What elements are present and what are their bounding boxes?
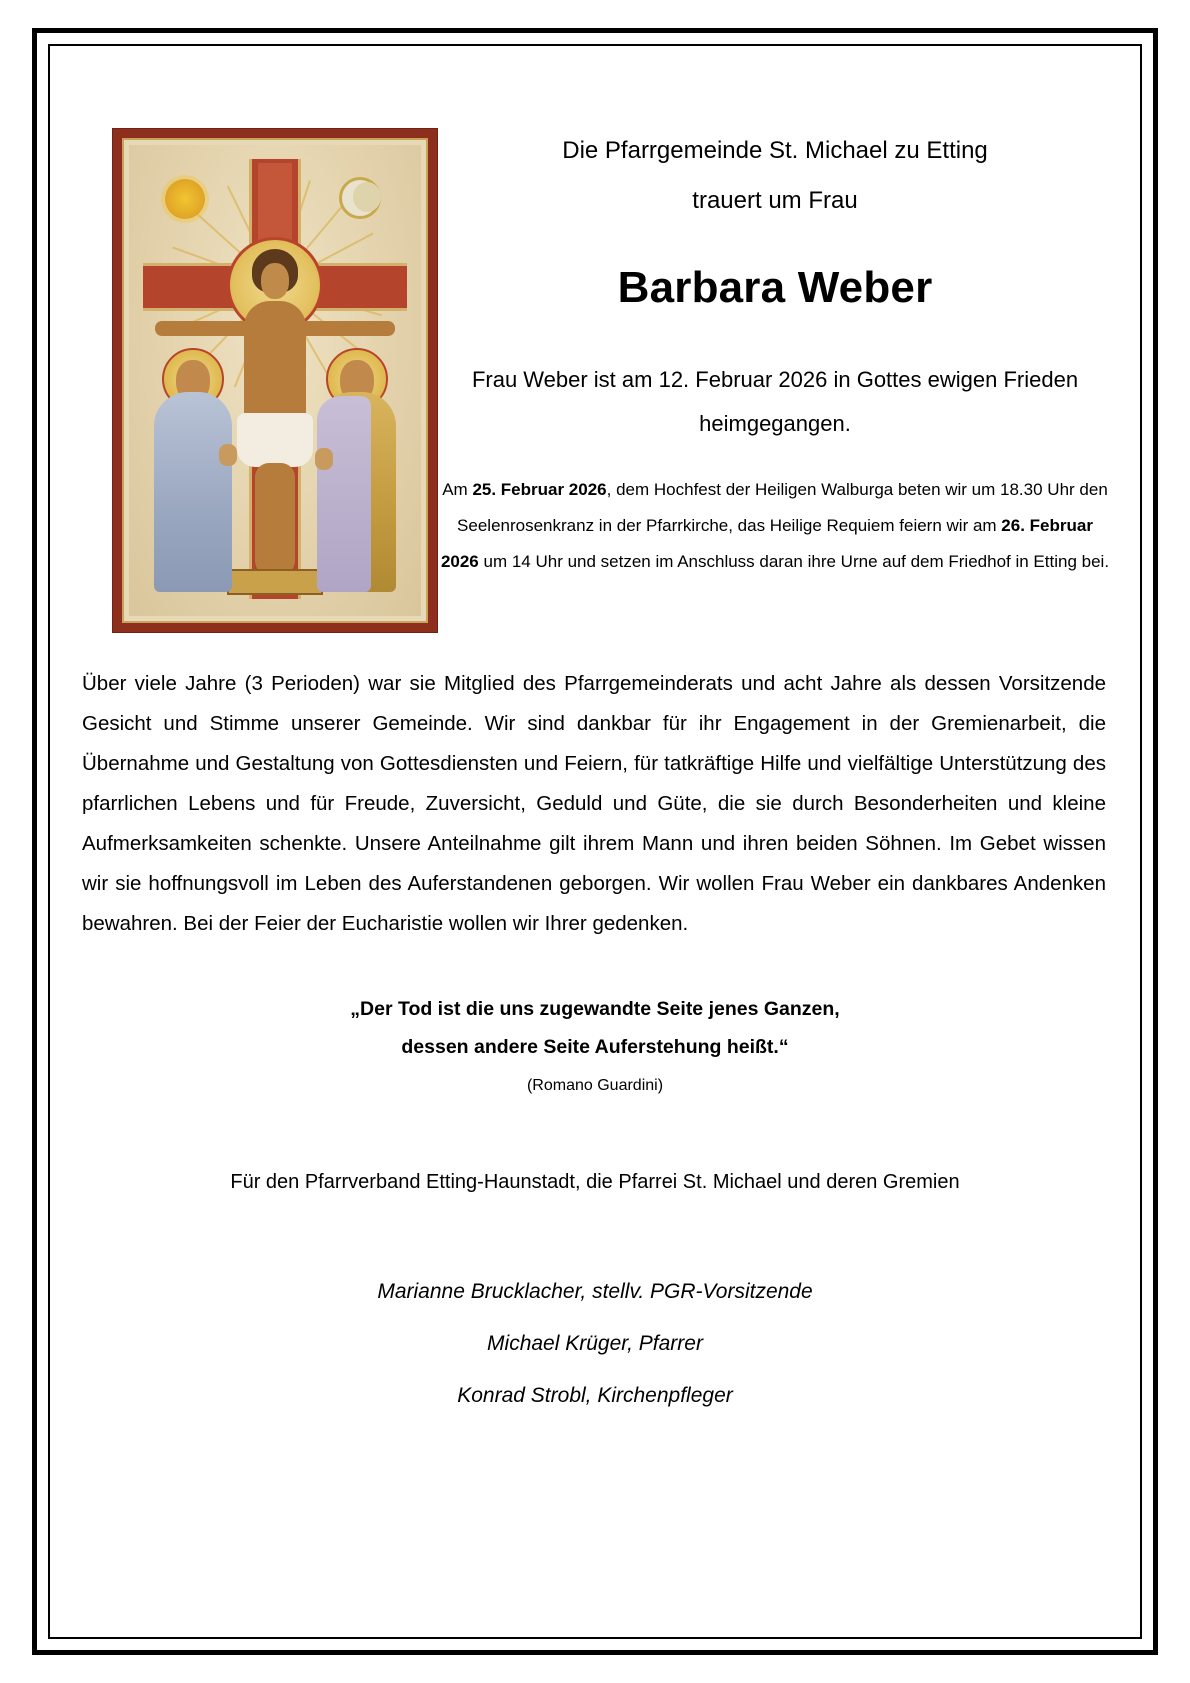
page-content <box>70 66 1120 1617</box>
header-section <box>70 66 1120 636</box>
john-hand <box>315 448 333 470</box>
christ-legs <box>255 463 295 575</box>
parish-organization-line: Die Pfarrgemeinde St. Michael zu Etting <box>562 137 988 164</box>
requiem-date: 26. Februar 2026 <box>440 516 1093 571</box>
christ-face <box>261 263 289 299</box>
christ-loincloth <box>237 413 313 467</box>
deceased-name: Barbara Weber <box>617 263 933 312</box>
header-text-block <box>430 126 1120 580</box>
signature-block <box>70 1266 1120 1422</box>
quote-line-2: dessen andere Seite Auferstehung heißt.“ <box>401 1036 789 1058</box>
memorial-quote <box>70 990 1120 1102</box>
figure-john <box>309 348 405 598</box>
closing-line: Für den Pfarrverband Etting-Haunstadt, die Pfarrei St. Michael und deren Gremien <box>230 1171 960 1193</box>
rosary-date: 25. Februar 2026 <box>472 480 607 499</box>
mary-hand <box>219 444 237 466</box>
mourns-line: trauert um Frau <box>692 187 858 214</box>
signature-line: Michael Krüger, Pfarrer <box>487 1332 703 1355</box>
quote-line-1: „Der Tod ist die uns zugewandte Seite jenes Ganzen, <box>350 998 840 1020</box>
passing-statement: Frau Weber ist am 12. Februar 2026 in Gottes ewigen Frieden heimgegangen. <box>471 367 1079 436</box>
signature-line: Konrad Strobl, Kirchenpfleger <box>457 1384 733 1407</box>
crucifixion-icon <box>112 128 438 633</box>
quote-author: (Romano Guardini) <box>526 1077 664 1094</box>
figure-mary <box>145 348 241 598</box>
signature-line: Marianne Brucklacher, stellv. PGR-Vorsitzende <box>377 1280 813 1303</box>
christ-torso <box>244 301 306 431</box>
service-prefix: Am <box>442 480 473 499</box>
john-mantle <box>317 396 371 592</box>
service-suffix: um 14 Uhr und setzen im Anschluss daran ihre Urne auf dem Friedhof in Etting bei. <box>478 552 1110 571</box>
service-middle: , dem Hochfest der Heiligen Walburga beten wir um 18.30 Uhr den Seelenrosenkranz in der Pfarrkirche, das Heilige Requiem feiern wir am <box>457 480 1108 535</box>
icon-field <box>129 145 421 616</box>
mary-robe <box>154 392 232 592</box>
tribute-paragraph: Über viele Jahre (3 Perioden) war sie Mitglied des Pfarrgemeinderats und acht Jahre als dessen Vorsitzende Gesicht und Stimme unserer Gemeinde. Wir sind dankbar für ihr Engagement in der Gremienarbeit, die Übernahme und Gestaltung von Gottesdiensten und Feiern, für tatkräftige Hilfe und vielfältige Unterstützung des pfarrlichen Lebens und für Freude, Zuversicht, Geduld und Güte, die sie durch Besonderheiten und kleine Aufmerksamkeiten schenkte. Unsere Anteilnahme gilt ihrem Mann und ihren beiden Söhnen. Im Gebet wissen wir sie hoffnungsvoll im Leben des Auferstandenen geborgen. Wir wollen Frau Weber ein dankbares Andenken bewahren. Bei der Feier der Eucharistie wollen wir Ihrer gedenken. <box>82 672 1106 935</box>
moon-icon <box>339 177 381 219</box>
service-details <box>430 472 1120 580</box>
sun-icon <box>165 179 205 219</box>
icon-inner-frame <box>122 138 428 623</box>
